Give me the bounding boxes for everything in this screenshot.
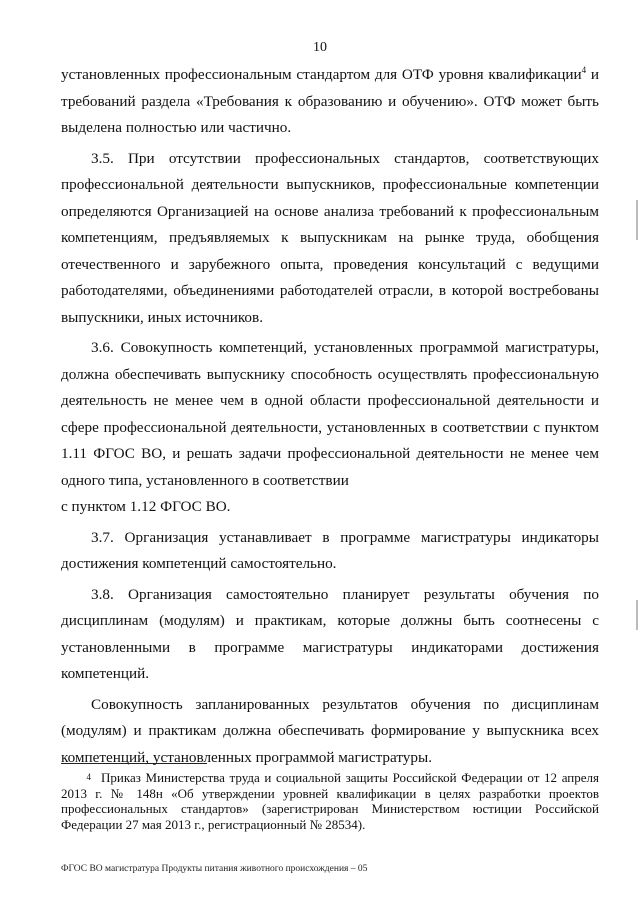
- paragraph-3-7: 3.7. Организация устанавливает в программе магистратуры индикаторы достижения компетенций самостоятельно.: [61, 528, 599, 572]
- paragraph-3-5: 3.5. При отсутствии профессиональных стандартов, соответствующих профессиональной деятельности выпускников, профессиональные компетенции определяются Организацией на основе анализа требований к профессиональным компетенциям, предъявляемых к выпускникам на рынке труда, обобщения отечественного и зарубежного опыта, проведения консультаций с ведущими работодателями, объединениями работодателей отрасли, в которой востребованы выпускники, иных источников.: [61, 149, 599, 326]
- paragraph-3-6: 3.6. Совокупность компетенций, установленных программой магистратуры, должна обеспечивать выпускнику способность осуществлять профессиональную деятельность не менее чем в одной области профессиональной деятельности и сфере профессиональной деятельности, установленных в соответствии с пунктом 1.11 ФГОС ВО, и решать задачи профессиональной деятельности не менее чем одного типа, установленного в соответствии: [61, 339, 599, 489]
- scan-edge-mark: [636, 200, 638, 240]
- scan-edge-mark: [636, 600, 638, 630]
- paragraph-text: установленных профессиональным стандартом для ОТФ уровня квалификации: [61, 66, 582, 83]
- body-text: [61, 62, 599, 771]
- footnote: [61, 770, 599, 832]
- footnote-divider: [61, 763, 207, 764]
- paragraph: [61, 62, 599, 142]
- page-footer: ФГОС ВО магистратура Продукты питания животного происхождения – 05: [61, 864, 368, 874]
- paragraph-text-cont: и требований раздела «Требования к образованию и обучению». ОТФ может быть выделена полностью или частично.: [61, 66, 599, 136]
- paragraph-3-8: 3.8. Организация самостоятельно планирует результаты обучения по дисциплинам (модулям) и практикам, которые должны быть соотнесены с установленными в программе магистратуры индикаторами достижения компетенций.: [61, 585, 599, 682]
- footnote-mark: 4: [86, 772, 91, 782]
- footnote-text: Приказ Министерства труда и социальной защиты Российской Федерации от 12 апреля 2013 г. № 148н «Об утверждении уровней квалификации в целях разработки проектов профессиональных стандартов» (зарегистрирован Министерством юстиции Российской Федерации 27 мая 2013 г., регистрационный № 28534).: [61, 770, 599, 832]
- page-number: 10: [313, 40, 327, 55]
- paragraph-summary: Совокупность запланированных результатов обучения по дисциплинам (модулям) и практикам должна обеспечивать формирование у выпускника всех компетенций, установленных программой магистратуры.: [61, 695, 599, 766]
- footnote-ref: 4: [581, 64, 587, 75]
- paragraph-3-6-end: с пунктом 1.12 ФГОС ВО.: [61, 498, 231, 515]
